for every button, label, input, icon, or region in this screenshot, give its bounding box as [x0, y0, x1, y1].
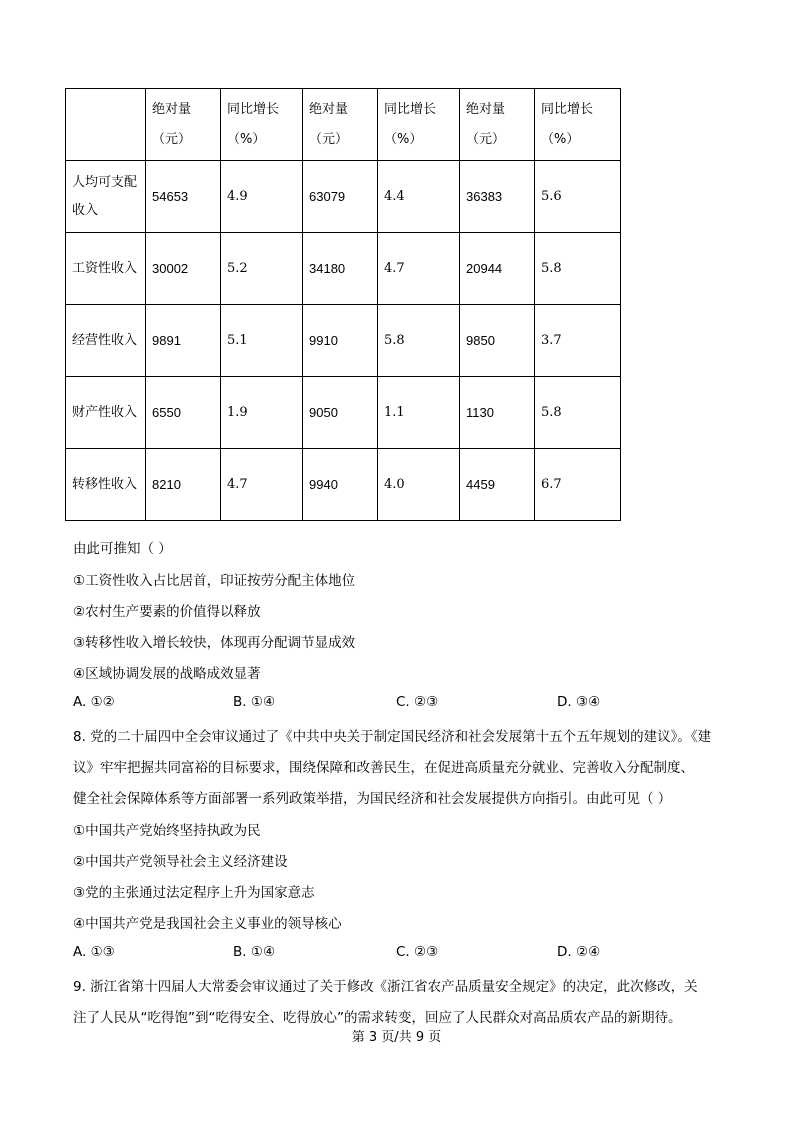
row-label: 工资性收入	[66, 233, 146, 305]
q7-option-b[interactable]: B. ①④	[233, 694, 276, 710]
table-header-cell: 同比增长（%）	[378, 89, 460, 161]
income-table	[65, 88, 621, 521]
q8-option-d[interactable]: D. ②④	[557, 944, 601, 960]
table-cell: 63079	[303, 161, 378, 233]
table-cell: 1.9	[221, 377, 303, 449]
table-cell: 34180	[303, 233, 378, 305]
q7-item: ④区域协调发展的战略成效显著	[73, 666, 261, 682]
page-footer: 第 3 页/共 9 页	[351, 1030, 442, 1045]
table-cell: 4.7	[378, 233, 460, 305]
table-cell: 4.9	[221, 161, 303, 233]
q8-item: ②中国共产党领导社会主义经济建设	[73, 854, 288, 870]
table-cell: 9940	[303, 449, 378, 521]
table-cell: 3.7	[535, 305, 621, 377]
table-header-cell: 同比增长（%）	[535, 89, 621, 161]
table-cell: 36383	[460, 161, 535, 233]
q8-item: ①中国共产党始终坚持执政为民	[73, 823, 261, 839]
table-cell: 30002	[146, 233, 221, 305]
q7-item: ②农村生产要素的价值得以释放	[73, 604, 261, 620]
table-cell: 1.1	[378, 377, 460, 449]
table-header-cell	[66, 89, 146, 161]
q7-option-c[interactable]: C. ②③	[396, 694, 439, 710]
row-label: 财产性收入	[66, 377, 146, 449]
table-cell: 54653	[146, 161, 221, 233]
table-header-cell: 绝对量（元）	[460, 89, 535, 161]
q8-stem-line: 健全社会保障体系等方面部署一系列政策举措，为国民经济和社会发展提供方向指引。由此可见（ ）	[73, 791, 672, 807]
table-cell: 5.6	[535, 161, 621, 233]
table-cell: 4459	[460, 449, 535, 521]
q7-option-a[interactable]: A. ①②	[73, 694, 115, 710]
q8-option-c[interactable]: C. ②③	[396, 944, 439, 960]
table-cell: 9050	[303, 377, 378, 449]
table-cell: 5.8	[535, 377, 621, 449]
table-cell: 5.2	[221, 233, 303, 305]
q8-item: ③党的主张通过法定程序上升为国家意志	[73, 885, 315, 901]
table-row	[66, 449, 621, 521]
table-cell: 20944	[460, 233, 535, 305]
table-cell: 5.8	[378, 305, 460, 377]
row-label: 转移性收入	[66, 449, 146, 521]
q8-stem-line: 8. 党的二十届四中全会审议通过了《中共中央关于制定国民经济和社会发展第十五个五年规划的建议》。《建	[73, 729, 712, 745]
table-cell: 6550	[146, 377, 221, 449]
row-label: 人均可支配收入	[66, 161, 146, 233]
q7-item: ①工资性收入占比居首，印证按劳分配主体地位	[73, 573, 356, 589]
q8-item: ④中国共产党是我国社会主义事业的领导核心	[73, 916, 342, 932]
table-header-cell: 同比增长（%）	[221, 89, 303, 161]
table-header-cell: 绝对量（元）	[146, 89, 221, 161]
q7-stem: 由此可推知（ ）	[73, 541, 172, 557]
q7-option-d[interactable]: D. ③④	[557, 694, 601, 710]
table-cell: 9850	[460, 305, 535, 377]
table-cell: 4.7	[221, 449, 303, 521]
table-row	[66, 377, 621, 449]
q9-stem-line: 注了人民从“吃得饱”到“吃得安全、吃得放心”的需求转变，回应了人民群众对高品质农产品的新期待。	[73, 1010, 682, 1026]
table-cell: 1130	[460, 377, 535, 449]
q8-option-a[interactable]: A. ①③	[73, 944, 115, 960]
table-row	[66, 305, 621, 377]
table-row	[66, 161, 621, 233]
q9-stem-line: 9. 浙江省第十四届人大常委会审议通过了关于修改《浙江省农产品质量安全规定》的决定，此次修改，关	[73, 979, 698, 995]
table-header-row	[66, 89, 621, 161]
q7-item: ③转移性收入增长较快，体现再分配调节显成效	[73, 635, 356, 651]
table-cell: 8210	[146, 449, 221, 521]
table-cell: 9891	[146, 305, 221, 377]
table-cell: 9910	[303, 305, 378, 377]
table-header-cell: 绝对量（元）	[303, 89, 378, 161]
table-cell: 4.4	[378, 161, 460, 233]
table-cell: 5.1	[221, 305, 303, 377]
table-row	[66, 233, 621, 305]
row-label: 经营性收入	[66, 305, 146, 377]
table-cell: 5.8	[535, 233, 621, 305]
q8-stem-line: 议》牢牢把握共同富裕的目标要求，围绕保障和改善民生，在促进高质量充分就业、完善收入分配制度、	[73, 760, 694, 776]
table-cell: 4.0	[378, 449, 460, 521]
table-cell: 6.7	[535, 449, 621, 521]
q8-option-b[interactable]: B. ①④	[233, 944, 276, 960]
